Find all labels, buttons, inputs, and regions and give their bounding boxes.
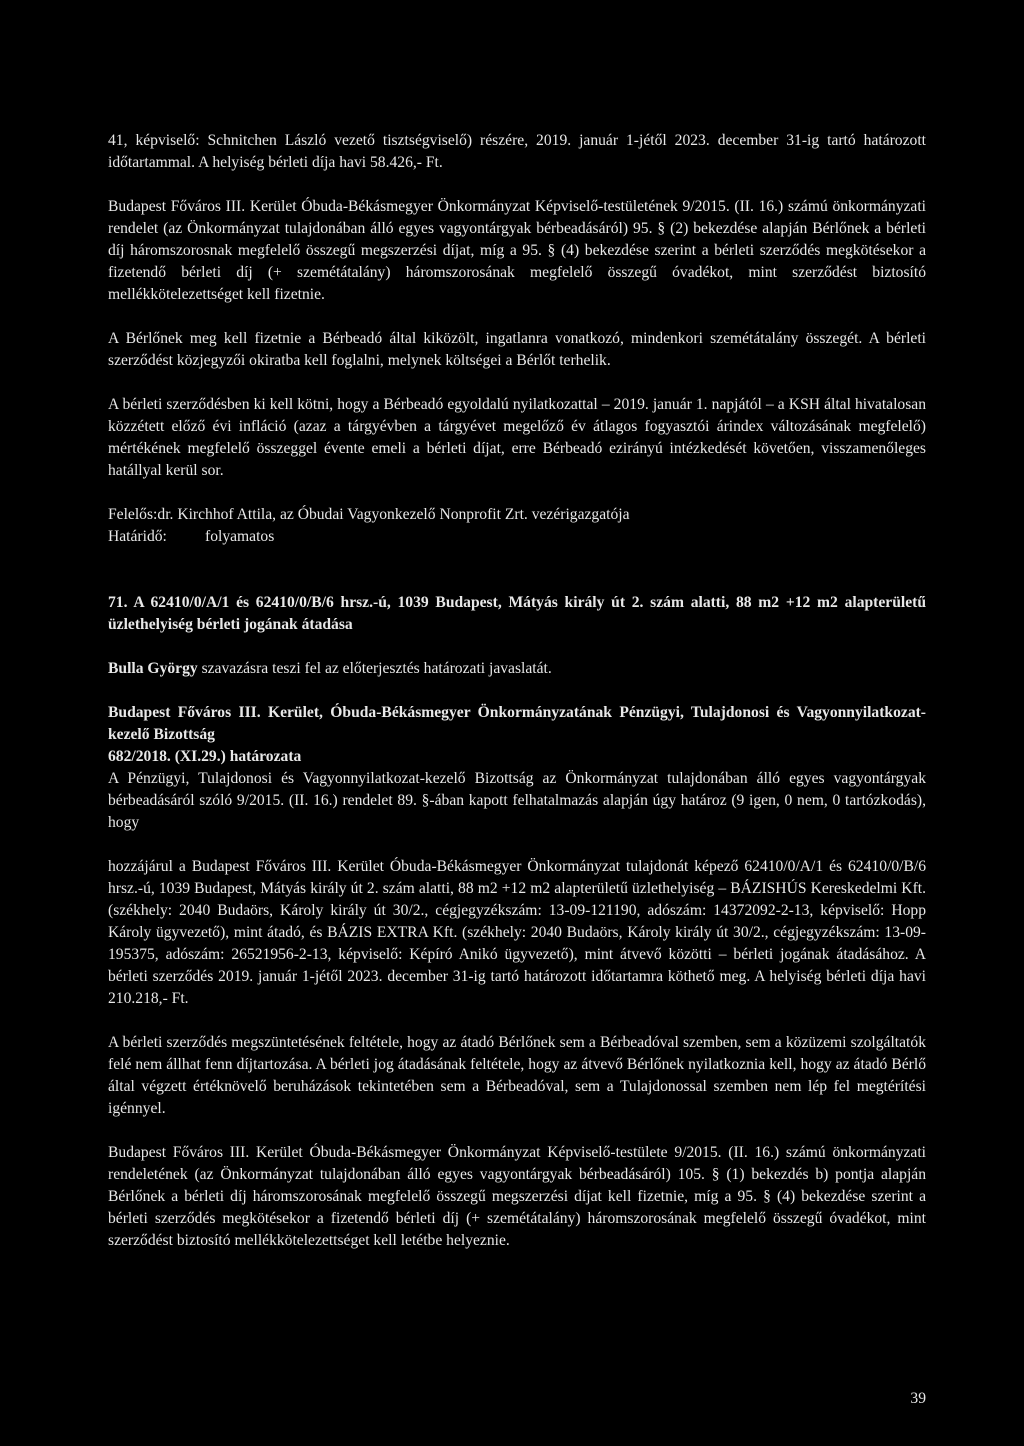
paragraph-decree-fees: Budapest Főváros III. Kerület Óbuda-Békásmegyer Önkormányzat Képviselő-testületének 9/2015. (II. 16.) számú önkormányzati rendelet (az Önkormányzat tulajdonában álló egyes vagyontárgyak bérbeadásáról) 95. § (2) bekezdése alapján Bérlőnek a bérleti díj háromszorosnak megfelelő összegű megszerzési díjat, míg a 95. § (4) bekezdése szerint a bérleti szerződés megkötésekor a fizetendő bérleti díj (+ szemétátalány) háromszorosának megfelelő összegű óvadékot, mint szerződést biztosító mellékkötelezettséget kell fizetnie. (108, 198, 926, 303)
paragraph-tenant-details: 41, képviselő: Schnitchen László vezető tisztségviselő) részére, 2019. január 1-jétől 2023. december 31-ig tartó határozott időtartammal. A helyiség bérleti díja havi 58.426,- Ft. (108, 132, 926, 171)
committee-name: Budapest Főváros III. Kerület, Óbuda-Békásmegyer Önkormányzatának Pénzügyi, Tulajdonosi és Vagyonnyilatkozat-kezelő Bizottság (108, 704, 926, 743)
deadline-row (108, 526, 926, 548)
deadline-value: folyamatos (205, 528, 275, 545)
responsible-label: Felelős: (108, 506, 158, 523)
paragraph-waste-fee: A Bérlőnek meg kell fizetnie a Bérbeadó által kiközölt, ingatlanra vonatkozó, mindenkori szemétátalány összegét. A bérleti szerződést közjegyzői okiratba kell foglalni, melynek költségei a Bérlőt terhelik. (108, 330, 926, 369)
proposer-text: szavazásra teszi fel az előterjesztés határozati javaslatát. (197, 660, 552, 677)
paragraph-deposit: Budapest Főváros III. Kerület Óbuda-Békásmegyer Önkormányzat Képviselő-testülete 9/2015. (II. 16.) számú önkormányzati rendeletének (az Önkormányzat tulajdonában álló egyes vagyontárgyak bérbeadásáról) 105. § (1) bekezdés b) pontja alapján Bérlőnek a bérleti díj háromszorosának megfelelő összegű megszerzési díjat kell fizetnie, míg a 95. § (4) bekezdése szerint a bérleti szerződés megkötésekor a fizetendő bérleti díj (+ szemétátalány) háromszorosának megfelelő összegű óvadékot, mint szerződést biztosító mellékkötelezettséget kell letétbe helyeznie. (108, 1144, 926, 1249)
responsible-row (108, 504, 926, 526)
paragraph-termination-condition: A bérleti szerződés megszüntetésének feltétele, hogy az átadó Bérlőnek sem a Bérbeadóval szemben, sem a közüzemi szolgáltatók felé nem állhat fenn díjtartozása. A bérleti jog átadásának feltétele, hogy az átvevő Bérlőnek nyilatkoznia kell, hogy az átadó Bérlő által végzett értéknövelő beruházások tekintetében sem a Bérbeadóval, sem a Tulajdonossal szemben nem lép fel megtérítési igénnyel. (108, 1034, 926, 1117)
responsible-value: dr. Kirchhof Attila, az Óbudai Vagyonkezelő Nonprofit Zrt. vezérigazgatója (157, 506, 630, 523)
resolution-number: 682/2018. (XI.29.) határozata (108, 748, 302, 765)
paragraph-consent: hozzájárul a Budapest Főváros III. Kerület Óbuda-Békásmegyer Önkormányzat tulajdonát képező 62410/0/A/1 és 62410/0/B/6 hrsz.-ú, 1039 Budapest, Mátyás király út 2. szám alatti, 88 m2 +12 m2 alapterületű üzlethelyiség – BÁZISHÚS Kereskedelmi Kft. (székhely: 2040 Budaörs, Károly király út 30/2., cégjegyzékszám: 13-09-121190, adószám: 14372092-2-13, képviselő: Hopp Károly ügyvezető), mint átadó, és BÁZIS EXTRA Kft. (székhely: 2040 Budaörs, Károly király út 30/2., cégjegyzékszám: 13-09-195375, adószám: 26521956-2-13, képviselő: Képíró Anikó ügyvezető), mint átvevő közötti – bérleti jogának átadásához. A bérleti szerződés 2019. január 1-jétől 2023. december 31-ig tartó határozott időtartamra köthető meg. A helyiség bérleti díja havi 210.218,- Ft. (108, 858, 926, 1007)
paragraph-vote-call (108, 658, 926, 680)
paragraph-committee-decision: A Pénzügyi, Tulajdonosi és Vagyonnyilatkozat-kezelő Bizottság az Önkormányzat tulajdonában álló egyes vagyontárgyak bérbeadásáról szóló 9/2015. (II. 16.) rendelet 89. §-ában kapott felhatalmazás alapján úgy határoz (9 igen, 0 nem, 0 tartózkodás), hogy (108, 770, 926, 831)
agenda-item-heading: 71. A 62410/0/A/1 és 62410/0/B/6 hrsz.-ú, 1039 Budapest, Mátyás király út 2. szám alatti, 88 m2 +12 m2 alapterületű üzlethelyiség bérleti jogának átadása (108, 594, 926, 633)
page-number: 39 (910, 1390, 926, 1407)
document-body (108, 130, 926, 1252)
paragraph-inflation-clause: A bérleti szerződésben ki kell kötni, hogy a Bérbeadó egyoldalú nyilatkozattal – 2019. január 1. napjától – a KSH által hivatalosan közzétett előző évi infláció (azaz a tárgyévben a tárgyévet megelőző év átlagos fogyasztói árindex változásának megfelelő) mértékének megfelelő összeggel évente emeli a bérleti díjat, erre Bérbeadó ezirányú intézkedését követően, visszamenőleges hatállyal kerül sor. (108, 396, 926, 479)
deadline-label: Határidő: (108, 528, 167, 545)
proposer-name: Bulla György (108, 660, 198, 677)
